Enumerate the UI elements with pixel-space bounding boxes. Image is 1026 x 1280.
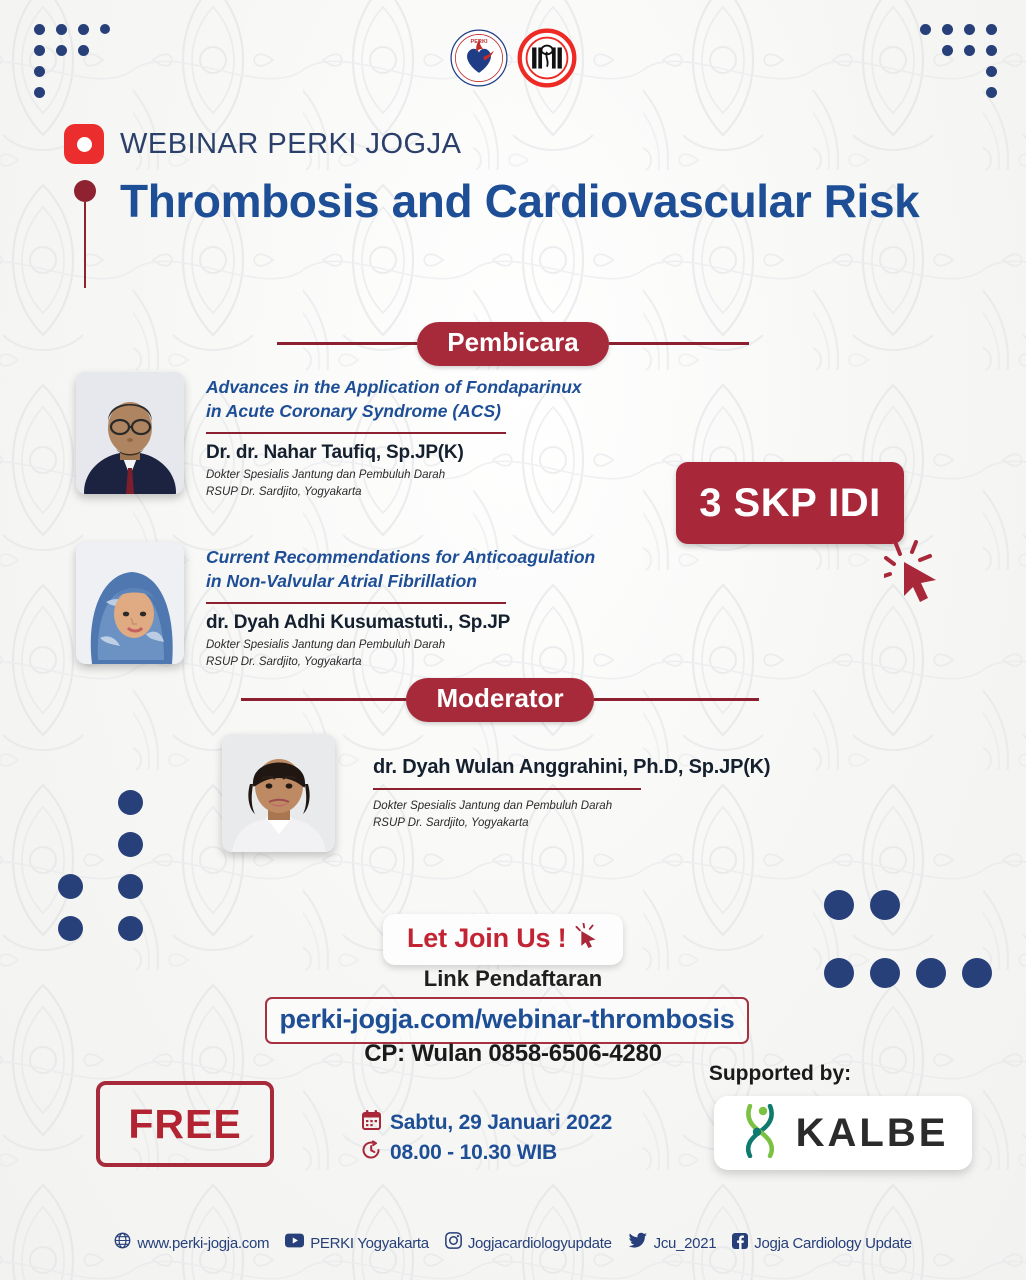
- event-datetime: [362, 1110, 612, 1170]
- speakers-section-header: [272, 322, 754, 366]
- record-dot-icon: [64, 124, 104, 164]
- perki-logo: [448, 27, 510, 89]
- idi-logo: [516, 27, 578, 89]
- divider: [373, 788, 641, 790]
- page-title: Thrombosis and Cardiovascular Risk: [120, 175, 920, 227]
- click-cursor-icon: [884, 540, 950, 611]
- join-us-label: Let Join Us !: [407, 923, 567, 953]
- speaker-talk-title: Current Recommendations for Anticoagulation in Non-Valvular Atrial Fibrillation: [206, 547, 596, 591]
- speaker-photo-hijab: [76, 542, 184, 664]
- contact-person: CP: Wulan 0858-6506-4280: [364, 1040, 662, 1067]
- clock-icon: [362, 1140, 381, 1165]
- kicker-row: [64, 124, 919, 164]
- moderator-card: [222, 734, 770, 852]
- moderator-name: dr. Dyah Wulan Anggrahini, Ph.D, Sp.JP(K): [373, 756, 771, 778]
- speaker-photo-male: [76, 372, 184, 494]
- poster-header: [64, 124, 919, 227]
- registration-link-label: Link Pendaftaran: [423, 966, 603, 991]
- instagram-icon: [445, 1232, 462, 1254]
- free-badge: [96, 1081, 274, 1167]
- speaker-card: [76, 372, 582, 501]
- footer-item-youtube[interactable]: [285, 1233, 429, 1253]
- speaker-affiliation: Dokter Spesialis Jantung dan Pembuluh Darah RSUP Dr. Sardjito, Yogyakarta: [206, 469, 446, 498]
- moderator-section-header: [230, 678, 770, 722]
- social-footer: [0, 1232, 1026, 1254]
- globe-icon: [114, 1232, 131, 1254]
- calendar-icon: [362, 1110, 381, 1135]
- speaker-talk-title: Advances in the Application of Fondaparinux in Acute Coronary Syndrome (ACS): [206, 377, 582, 421]
- dot-cluster-bottom-left: [58, 790, 148, 930]
- youtube-icon: [285, 1233, 304, 1253]
- footer-item-facebook[interactable]: [732, 1233, 911, 1254]
- moderator-photo: [222, 734, 335, 852]
- title-row: [64, 176, 919, 227]
- facebook-icon: [732, 1233, 748, 1254]
- registration-url: perki-jogja.com/webinar-thrombosis: [279, 1004, 735, 1034]
- event-time-row: [362, 1140, 612, 1165]
- event-date: Sabtu, 29 Januari 2022: [390, 1110, 613, 1134]
- speaker-name: dr. Dyah Adhi Kusumastuti., Sp.JP: [206, 612, 511, 634]
- footer-item-website[interactable]: [114, 1232, 269, 1254]
- footer-label: www.perki-jogja.com: [137, 1234, 270, 1252]
- kalbe-helix-icon: [738, 1104, 782, 1163]
- divider: [206, 602, 506, 604]
- sponsor-name: KALBE: [795, 1110, 949, 1155]
- registration-url-box[interactable]: [265, 997, 749, 1044]
- speakers-pill-label: Pembicara: [417, 322, 609, 366]
- moderator-affiliation: Dokter Spesialis Jantung dan Pembuluh Darah RSUP Dr. Sardjito, Yogyakarta: [373, 800, 613, 829]
- speaker-name: Dr. dr. Nahar Taufiq, Sp.JP(K): [206, 442, 464, 464]
- svg-text:PERKI: PERKI: [470, 39, 488, 46]
- sponsor-logo: [714, 1096, 972, 1170]
- speaker-affiliation: Dokter Spesialis Jantung dan Pembuluh Darah RSUP Dr. Sardjito, Yogyakarta: [206, 639, 446, 668]
- pin-marker-icon: [74, 180, 96, 288]
- event-date-row: [362, 1110, 612, 1135]
- footer-label: Jogja Cardiology Update: [754, 1234, 912, 1252]
- click-cursor-icon: [575, 923, 599, 954]
- footer-item-instagram[interactable]: [445, 1232, 612, 1254]
- twitter-icon: [628, 1232, 648, 1254]
- footer-item-twitter[interactable]: [628, 1232, 717, 1254]
- skp-credits-badge: 3 SKP IDI: [676, 462, 904, 544]
- join-us-button[interactable]: [383, 914, 623, 965]
- supported-by-label: Supported by:: [708, 1062, 852, 1085]
- footer-label: Jcu_2021: [653, 1234, 717, 1252]
- footer-label: PERKI Yogyakarta: [310, 1234, 429, 1252]
- organization-logos: [0, 22, 1026, 94]
- free-label: FREE: [128, 1100, 242, 1147]
- event-time: 08.00 - 10.30 WIB: [390, 1140, 558, 1164]
- kicker-label: WEBINAR PERKI JOGJA: [120, 127, 462, 160]
- speaker-card: [76, 542, 595, 671]
- moderator-pill-label: Moderator: [406, 678, 593, 722]
- divider: [206, 432, 506, 434]
- footer-label: Jogjacardiologyupdate: [467, 1234, 612, 1252]
